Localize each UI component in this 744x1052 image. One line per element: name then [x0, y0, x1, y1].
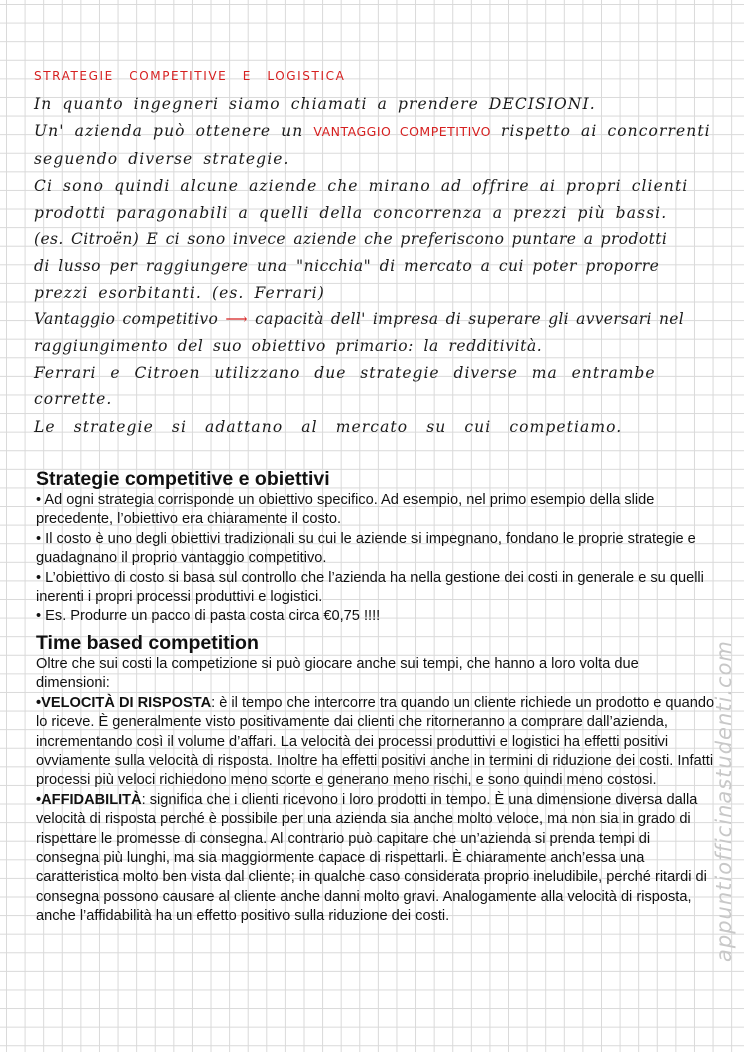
handwritten-line — [34, 312, 714, 328]
handwritten-text: capacità dell' impresa di superare gli avversari nel — [255, 310, 684, 328]
red-arrow-icon: ⟶ — [225, 310, 248, 328]
section-heading: Strategie competitive e obiettivi — [36, 468, 330, 490]
definition-term: •VELOCITÀ DI RISPOSTA — [36, 694, 212, 711]
handwritten-line: Le strategie si adattano al mercato su cui competiamo. — [34, 418, 623, 436]
bullet-paragraph: • Il costo è uno degli obiettivi tradizionali su cui le aziende si impegnano, fondano le proprie strategie e guadagnano il proprio vantaggio competitivo. — [36, 530, 696, 567]
definition-paragraph — [36, 791, 716, 927]
handwritten-text: Un' azienda può ottenere un — [34, 122, 304, 140]
handwritten-line — [34, 124, 714, 140]
intro-paragraph: Oltre che sui costi la competizione si può giocare anche sui tempi, che hanno a loro volta due dimensioni: — [36, 656, 639, 692]
bullet-paragraph: • Ad ogni strategia corrisponde un obiettivo specifico. Ad esempio, nel primo esempio della slide precedente, l’obiettivo era chiaramente il costo. — [36, 492, 655, 528]
definition-term: •AFFIDABILITÀ — [36, 791, 142, 808]
section-body — [36, 491, 716, 627]
handwritten-line: prodotti paragonabili a quelli della concorrenza a prezzi più bassi. — [34, 204, 668, 222]
bullet-paragraph: • L’obiettivo di costo si basa sul controllo che l’azienda ha nella gestione dei costi in generale e su quelli inerenti i propri processi produttivi e logistici. — [36, 569, 704, 606]
definition-text: : significa che i clienti ricevono i loro prodotti in tempo. È una dimensione diversa dalla velocità di risposta perché è possibile per una azienda sia anche molto veloce, ma non sia in grado di rispettare le promesse di consegna. Al contrario può capitare che un’azienda si prenda tempi di consegna più lunghi, ma sia maggiormente capace di rispettarli. È chiaramente anch’essa una caratteristica molto ben vista dal cliente; in qualche caso considerata proprio ineludibile, perché ritardi di consegna possono causare al cliente anche danni molto gravi. Analogamente alla velocità di risposta, anche l’affidabilità ha un effetto positivo sulla riduzione dei costi. — [36, 791, 707, 925]
handwritten-text: Vantaggio competitivo — [34, 310, 219, 328]
definition-paragraph — [36, 694, 716, 791]
handwritten-highlight: VANTAGGIO COMPETITIVO — [313, 124, 491, 139]
handwritten-line: corrette. — [34, 390, 113, 408]
handwritten-line: Ci sono quindi alcune aziende che mirano ad offrire ai propri clienti — [34, 177, 689, 195]
watermark: appuntiofficinastudenti.com — [712, 640, 736, 962]
bullet-paragraph: • Es. Produrre un pacco di pasta costa circa €0,75 !!!! — [36, 608, 381, 625]
handwritten-line: di lusso per raggiungere una "nicchia" di mercato a cui poter proporre — [34, 257, 660, 275]
definition-text: : è il tempo che intercorre tra quando un cliente richiede un prodotto e quando lo riceve. È generalmente visto positivamente dai clienti che ritorneranno a comprare dall’azienda, incrementando così il volume d’affari. La velocità dei processi produttivi e logistici ha effetti positivi ovviamente sulla velocità di risposta. Inoltre ha effetti positivi anche in termini di riduzione dei costi. Infatti processi più veloci richiedono meno scorte e generano meno rischi, e sono quindi meno costosi. — [36, 694, 715, 789]
handwritten-line: Ferrari e Citroen utilizzano due strategie diverse ma entrambe — [34, 364, 656, 382]
handwritten-title: STRATEGIE COMPETITIVE E LOGISTICA — [34, 69, 346, 83]
handwritten-line: prezzi esorbitanti. (es. Ferrari) — [34, 284, 325, 302]
handwritten-line: raggiungimento del suo obiettivo primario: la redditività. — [34, 337, 543, 355]
handwritten-text: rispetto ai concorrenti — [501, 122, 711, 140]
section-heading: Time based competition — [36, 632, 259, 654]
section-body — [36, 655, 716, 927]
handwritten-line: (es. Citroën) E ci sono invece aziende che preferiscono puntare a prodotti — [34, 230, 668, 248]
handwritten-line: seguendo diverse strategie. — [34, 150, 290, 168]
handwritten-line: In quanto ingegneri siamo chiamati a prendere DECISIONI. — [34, 95, 596, 113]
